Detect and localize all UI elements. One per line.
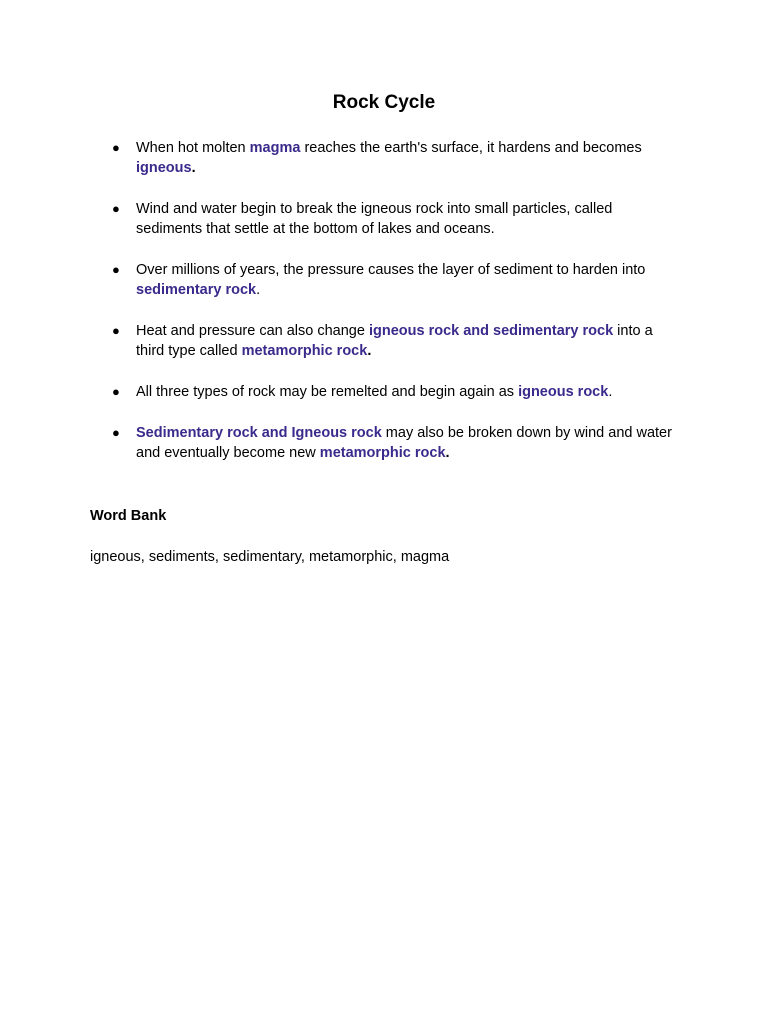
list-item [112,199,682,239]
item-text: into a third type called [136,323,653,359]
highlight-term: igneous rock [518,384,609,400]
highlight-term: metamorphic rock [319,445,446,461]
item-text: All three types of rock may be remelted and begin again as [136,384,519,400]
highlight-term: igneous rock and sedimentary rock [368,323,614,339]
list-item [112,321,682,361]
highlight-term: igneous [136,160,192,176]
bullet-icon: ● [112,262,120,277]
list-item [112,260,682,300]
item-text: may also be broken down by wind and water and eventually become new [136,425,672,461]
rock-cycle-list [112,138,682,484]
list-item [112,382,682,402]
item-text: Over millions of years, the pressure causes the layer of sediment to harden into [136,262,646,278]
highlight-term: Sedimentary rock and Igneous rock [136,425,382,441]
list-item [112,423,682,463]
item-text: . [445,445,450,461]
list-item [112,138,682,178]
item-text: reaches the earth's surface, it hardens and becomes [300,140,642,156]
bullet-icon: ● [112,323,120,338]
word-bank-words: igneous, sediments, sedimentary, metamorphic, magma [90,549,450,565]
item-text: Heat and pressure can also change [136,323,369,339]
highlight-term: magma [249,140,301,156]
bullet-icon: ● [112,140,120,155]
item-text: . [367,343,372,359]
word-bank-heading: Word Bank [90,508,167,524]
highlight-term: sedimentary rock [136,282,257,298]
bullet-icon: ● [112,425,120,440]
item-text: Wind and water begin to break the igneous rock into small particles, called sediments that settle at the bottom of lakes and oceans. [136,201,613,237]
bullet-icon: ● [112,201,120,216]
item-text: . [256,282,261,298]
bullet-icon: ● [112,384,120,399]
item-text: . [608,384,613,400]
item-text: When hot molten [136,140,250,156]
page-title: Rock Cycle [332,92,436,113]
highlight-term: metamorphic rock [241,343,368,359]
item-text: . [191,160,196,176]
